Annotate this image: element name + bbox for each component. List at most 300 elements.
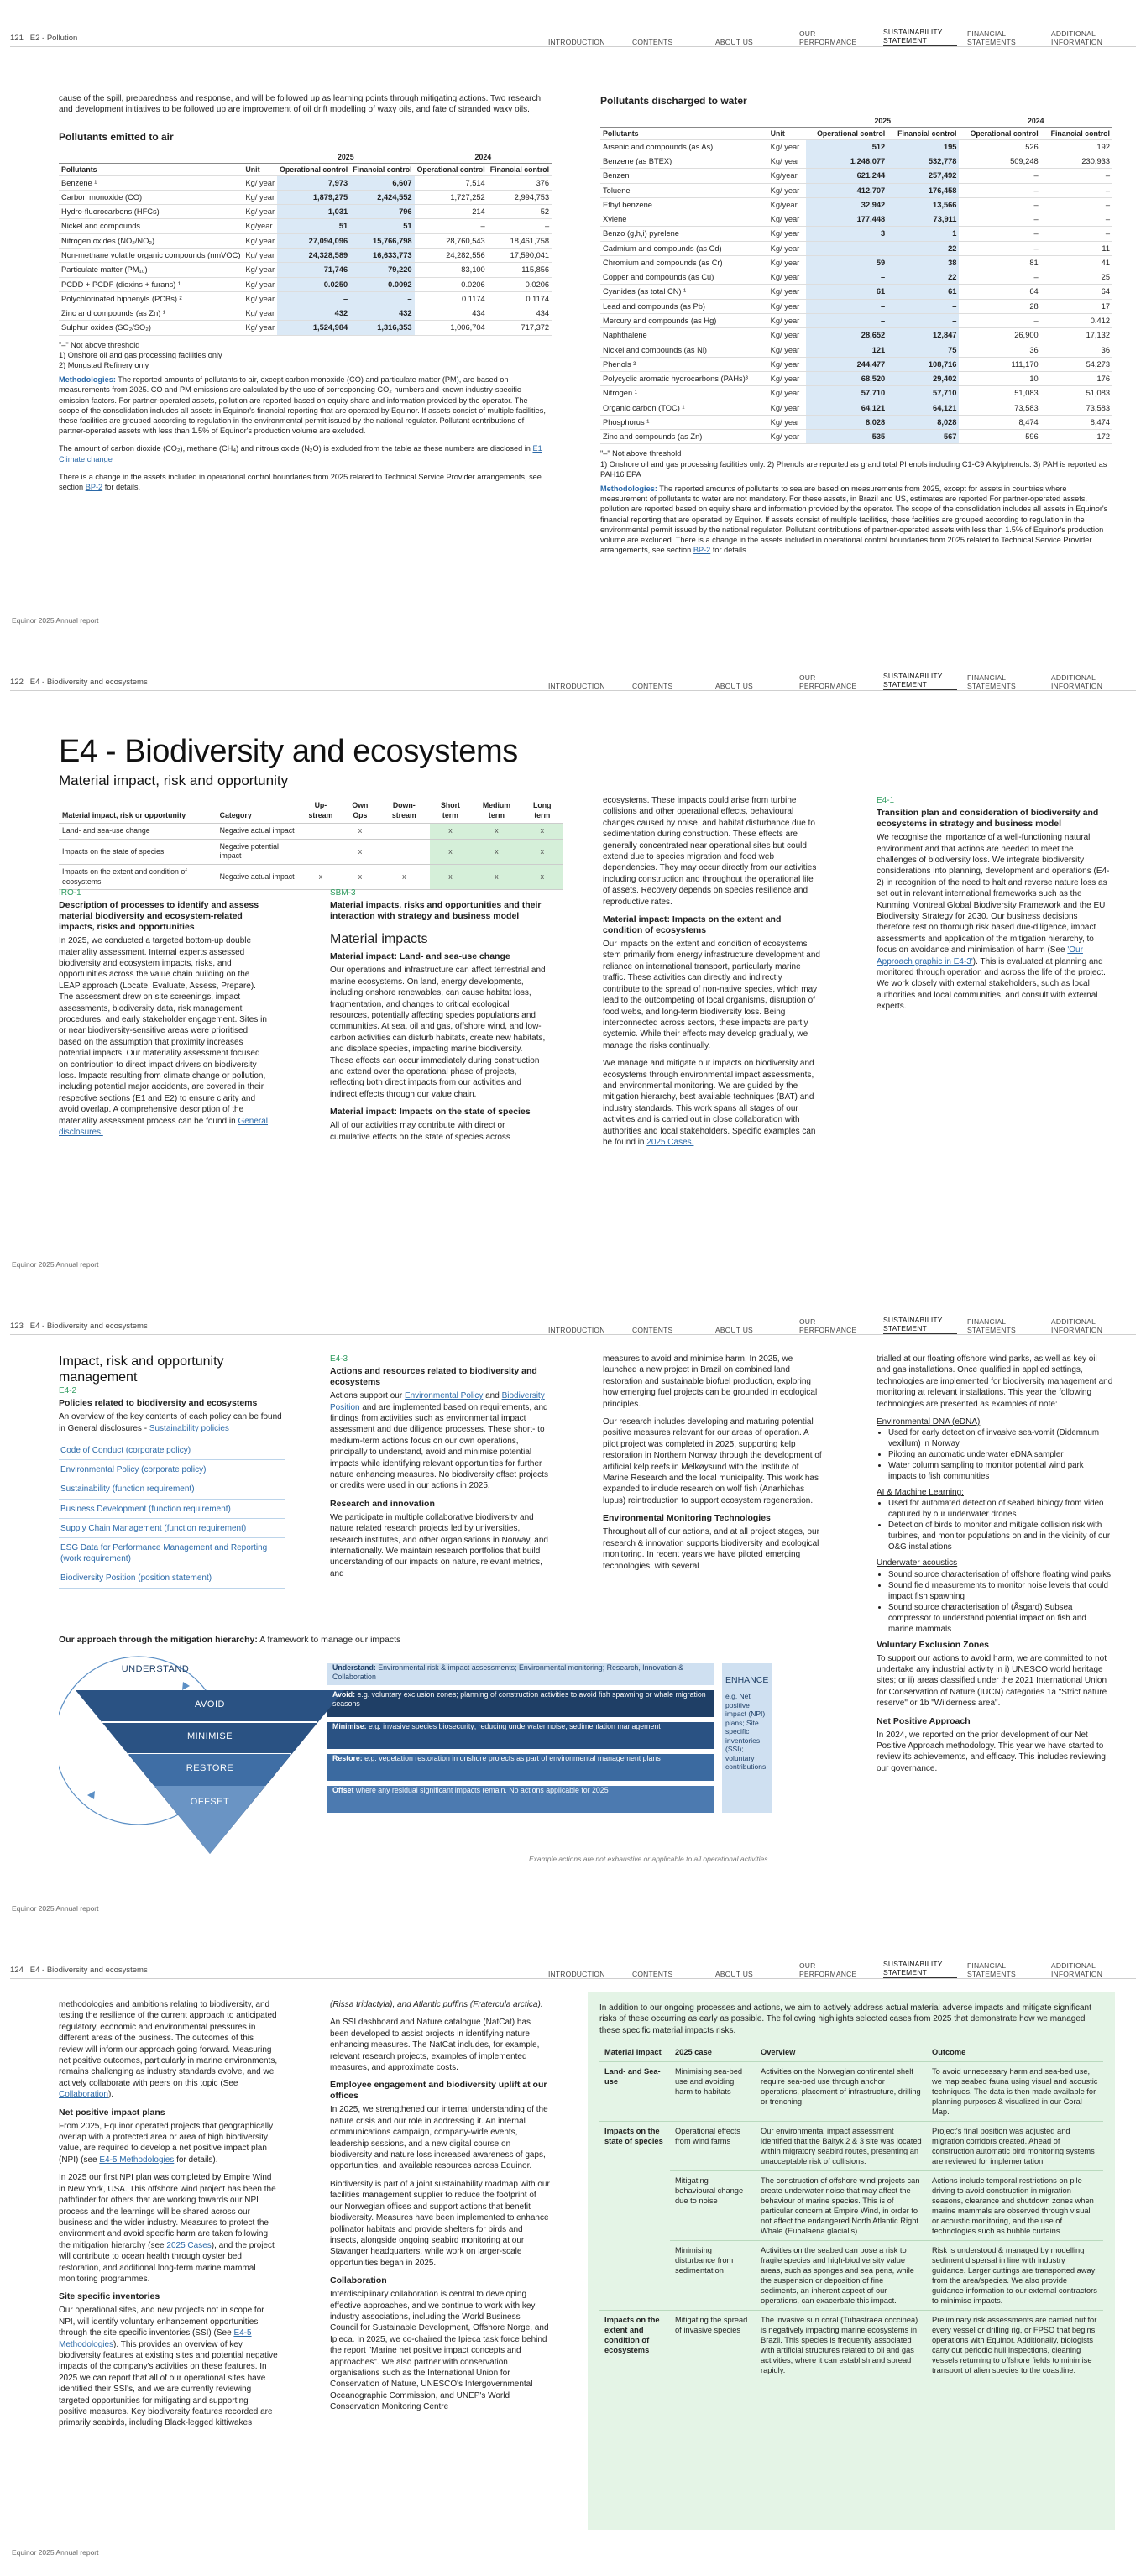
bar-text <box>332 1663 710 1682</box>
nav-our-performance[interactable]: OUR PERFORMANCE <box>799 1961 857 1978</box>
cases-cell: Impacts on the state of species <box>599 2122 670 2171</box>
year-2025-header: 2025 <box>277 151 415 164</box>
unit-cell: Kg/ year <box>768 430 806 444</box>
value-cell: 11 <box>1041 241 1112 255</box>
page-number-label: 123 E4 - Biodiversity and ecosystems <box>10 1322 148 1331</box>
table-row <box>600 255 1112 270</box>
value-cell: – <box>1041 212 1112 227</box>
value-cell: 61 <box>806 285 887 299</box>
pollutant-name: Carbon monoxide (CO) <box>59 190 243 204</box>
pollutant-name: Naphthalene <box>600 328 768 343</box>
value-cell: 17 <box>1041 299 1112 313</box>
cases-cell: Land- and Sea-use <box>599 2062 670 2122</box>
col-pollutants: Pollutants <box>59 163 243 175</box>
nav-sustainability-statement[interactable]: SUSTAINABILITY STATEMENT <box>883 29 957 46</box>
policy-item[interactable]: Sustainability (function requirement) <box>59 1479 285 1499</box>
nav-our-performance[interactable]: OUR PERFORMANCE <box>799 1317 857 1334</box>
cases-cell: Operational effects from wind farms <box>670 2122 756 2171</box>
pollutant-name: Polycyclic aromatic hydrocarbons (PAHs)³ <box>600 372 768 386</box>
footer: Equinor 2025 Annual report <box>12 1259 99 1269</box>
policy-item[interactable]: Environmental Policy (corporate policy) <box>59 1460 285 1479</box>
value-cell: 73,583 <box>959 401 1040 415</box>
mark-cell: x <box>342 824 379 840</box>
pollutant-name: Toluene <box>600 183 768 197</box>
footer: Equinor 2025 Annual report <box>12 615 99 625</box>
footnote: "–" Not above threshold <box>59 340 140 349</box>
nav-about-us[interactable]: ABOUT US <box>715 1325 753 1334</box>
unit-cell: Kg/ year <box>768 357 806 371</box>
list-item: • Used for automated detection of seabed biology from video captured by our underwater drones <box>888 1498 1113 1520</box>
pollutant-name: Cyanides (as total CN) ¹ <box>600 285 768 299</box>
methodologies-link[interactable]: E4-5 Methodologies <box>59 2328 252 2349</box>
collaboration-link[interactable]: Collaboration <box>59 2090 108 2100</box>
table-row <box>600 197 1112 212</box>
bar-label: Understand: <box>332 1663 376 1672</box>
mark-cell: x <box>471 865 521 890</box>
air-notes <box>59 340 550 371</box>
unit-cell: Kg/ year <box>243 175 277 190</box>
table-row <box>600 270 1112 285</box>
value-cell: – <box>959 227 1040 241</box>
diagram-note: Example actions are not exhaustive or applicable to all operational activities <box>529 1855 768 1863</box>
value-cell: 717,372 <box>488 321 552 335</box>
nav-about-us[interactable]: ABOUT US <box>715 1969 753 1978</box>
value-cell: 64,121 <box>806 401 887 415</box>
cases-cell: Activities on the Norwegian continental shelf require sea-bed use through anchor operations, placement of infrastructure, drilling or trenching. <box>756 2062 927 2122</box>
value-cell: 1,246,077 <box>806 154 887 169</box>
page-number-label: 121 E2 - Pollution <box>10 34 78 43</box>
nav-additional-information[interactable]: ADDITIONAL INFORMATION <box>1051 1317 1103 1334</box>
value-cell: 214 <box>415 205 488 219</box>
mark-cell: x <box>430 824 472 840</box>
value-cell: 64,121 <box>887 401 959 415</box>
value-cell: 28 <box>959 299 1040 313</box>
nav-introduction[interactable]: INTRODUCTION <box>548 681 605 690</box>
policy-item[interactable]: ESG Data for Performance Management and Reporting (work requirement) <box>59 1538 285 1568</box>
mark-cell: x <box>430 865 472 890</box>
cases-col-header: 2025 case <box>675 2048 712 2057</box>
value-cell: 1,727,252 <box>415 190 488 204</box>
value-cell: 1,316,353 <box>350 321 414 335</box>
unit-cell: Kg/ year <box>243 248 277 262</box>
table-row <box>600 299 1112 313</box>
value-cell: 54,273 <box>1041 357 1112 371</box>
mi1-text: Our operations and infrastructure can affect terrestrial and marine ecosystems. On land, energy developments, including onshore renewables, can cause habitat loss, fragmentation, and changes to critical ecological resources, potentially affecting species populations and communities. At sea, oil and gas, offshore wind, and low-carbon activities can disturb habitats, create new habitats, and displace species, impacting marine biodiversity. These effects can occur immediately during construction and extend over the operational phase of projects, reflecting both direct impacts from our activities and indirect effects through our value chain. <box>330 966 546 1099</box>
value-cell: 176 <box>1041 372 1112 386</box>
value-cell: – <box>806 241 887 255</box>
table-row <box>59 219 552 233</box>
acoustics-heading: Underwater acoustics <box>877 1558 958 1568</box>
cases-table <box>599 2043 1103 2380</box>
value-cell: 567 <box>887 430 959 444</box>
value-cell: 83,100 <box>415 263 488 277</box>
col-financial: Financial control <box>887 127 959 139</box>
table-row <box>600 357 1112 371</box>
value-cell: 0.0206 <box>488 277 552 291</box>
ai-heading: AI & Machine Learning: <box>877 1488 964 1498</box>
cases-cell <box>599 2171 670 2241</box>
value-cell: 51,083 <box>959 386 1040 401</box>
page-124 <box>0 1932 1146 2576</box>
value-cell: 432 <box>350 306 414 321</box>
pollutant-name: Zinc and compounds (as Zn) <box>600 430 768 444</box>
nav-additional-information[interactable]: ADDITIONAL INFORMATION <box>1051 29 1103 46</box>
value-cell: 1,006,704 <box>415 321 488 335</box>
cases-col-header: Outcome <box>932 2048 966 2057</box>
ai-list <box>888 1498 1113 1552</box>
table-row <box>600 285 1112 299</box>
unit-cell: Kg/ year <box>768 285 806 299</box>
value-cell: 22 <box>887 241 959 255</box>
value-cell: 25 <box>1041 270 1112 285</box>
unit-cell: Kg/ year <box>768 139 806 154</box>
value-cell: 13,566 <box>887 197 959 212</box>
nav-additional-information[interactable]: ADDITIONAL INFORMATION <box>1051 1961 1103 1978</box>
cases-cell: Activities on the seabed can pose a risk to fragile species and high-biodiversity value areas, such as sponges and sea pens, while the suspension or deposition of fine sediments, an inherent aspect of our operations, can exacerbate this impact. <box>756 2241 927 2311</box>
col-pollutants: Pollutants <box>600 127 768 139</box>
bar-text <box>332 1690 710 1709</box>
unit-cell: Kg/ year <box>243 291 277 306</box>
table-row <box>59 277 552 291</box>
value-cell: 596 <box>959 430 1040 444</box>
pollutant-name: Benzene (as BTEX) <box>600 154 768 169</box>
bar-desc: e.g. vegetation restoration in onshore projects as part of environmental management plans <box>364 1754 661 1762</box>
value-cell: 6,607 <box>350 175 414 190</box>
value-cell: – <box>806 299 887 313</box>
value-cell: 526 <box>959 139 1040 154</box>
level-restore: RESTORE <box>186 1763 234 1773</box>
table-row <box>600 328 1112 343</box>
mark-cell: x <box>522 824 563 840</box>
value-cell: 52 <box>488 205 552 219</box>
footnote: 2) Mongstad Refinery only <box>59 360 149 369</box>
value-cell: 26,900 <box>959 328 1040 343</box>
value-cell: 108,716 <box>887 357 959 371</box>
level-minimise: MINIMISE <box>186 1731 233 1741</box>
biodiversity-position-link[interactable]: Biodiversity Position <box>330 1391 545 1412</box>
pollutant-name: Hydro-fluorocarbons (HFCs) <box>59 205 243 219</box>
mark-cell: x <box>522 839 563 864</box>
research-text: We participate in multiple collaborative biodiversity and nature related research projects led by universities, research institutes, and other organisations in Norway, and internationally. We maintain research portfolios that build understanding of our impacts on nature, relevant metrics, and <box>330 1512 548 1579</box>
value-cell: 59 <box>806 255 887 270</box>
table-row <box>600 430 1112 444</box>
col-financial: Financial control <box>350 163 414 175</box>
value-cell: 2,994,753 <box>488 190 552 204</box>
approach-graphic-link[interactable]: 'Our Approach graphic in E4-3' <box>877 945 1083 966</box>
value-cell: 434 <box>415 306 488 321</box>
page-header <box>10 29 1136 47</box>
air-methodology: Methodologies: The reported amounts of pollutants to air, except carbon monoxide (CO) and particulate matter (PM), are based on measurements from 2025. CO and PM emissions are calculated by the use of corresponding CO₂ numbers and known industry-specific emission factors. For partner-operated assets, pollution are reported based on equity share and information provided by the operator. The scope of the consolidation includes all assets in Equinor's financial reporting that are operated by Equinor. If assets consist of multiple facilities, these facilities are grouped according to regulation in the environmental permit issued by the national regulator. Pollutant contributions of partner-operated assets with less than 1.5% of Equinor's production volume are excluded. <box>59 375 546 436</box>
mat-col-header: Down-stream <box>379 798 429 824</box>
pollutant-name: Particulate matter (PM₁₀) <box>59 263 243 277</box>
material-impacts-title: Material impacts <box>330 932 428 947</box>
unit-cell: Kg/ year <box>768 255 806 270</box>
page-number-label: 124 E4 - Biodiversity and ecosystems <box>10 1966 148 1975</box>
value-cell: 621,244 <box>806 169 887 183</box>
value-cell: 8,028 <box>887 415 959 429</box>
policy-item[interactable]: Code of Conduct (corporate policy) <box>59 1441 285 1460</box>
cases-link[interactable]: 2025 Cases <box>166 2240 212 2250</box>
nav-contents[interactable]: CONTENTS <box>632 681 673 690</box>
nav-contents[interactable]: CONTENTS <box>632 37 673 46</box>
bar-desc: Environmental risk & impact assessments; Environmental monitoring; Research, Innovation & Collaboration <box>332 1663 684 1681</box>
diagram-title: Our approach through the mitigation hierarchy: A framework to manage our impacts <box>59 1635 401 1645</box>
cases-cell <box>599 2241 670 2311</box>
cases-link[interactable]: 2025 Cases. <box>646 1137 694 1147</box>
unit-cell: Kg/ year <box>768 212 806 227</box>
value-cell: – <box>959 183 1040 197</box>
unit-cell: Kg/ year <box>768 183 806 197</box>
level-offset: OFFSET <box>190 1797 230 1807</box>
value-cell: 27,094,096 <box>277 233 350 248</box>
pollutant-name: Nitrogen ¹ <box>600 386 768 401</box>
value-cell: 64 <box>959 285 1040 299</box>
mat-col-header: Material impact, risk or opportunity <box>59 798 217 824</box>
table-row <box>600 415 1112 429</box>
table-row <box>600 314 1112 328</box>
value-cell: 36 <box>1041 343 1112 357</box>
pollutant-name: Nickel and compounds <box>59 219 243 233</box>
page-title: E4 - Biodiversity and ecosystems <box>59 734 518 769</box>
value-cell: – <box>415 219 488 233</box>
methodologies-link[interactable]: E4-5 Methodologies <box>99 2155 175 2165</box>
value-cell: 512 <box>806 139 887 154</box>
page-121 <box>0 0 1146 644</box>
cases-cell: The construction of offshore wind projects can create underwater noise that may affect the behaviour of marine species. This is of particular concern at Empire Wind, in order to not affect the endangered North Atlantic Right Whale (Eubalaena glacialis). <box>756 2171 927 2241</box>
value-cell: 0.1174 <box>415 291 488 306</box>
value-cell: 81 <box>959 255 1040 270</box>
value-cell: – <box>959 241 1040 255</box>
nav-introduction[interactable]: INTRODUCTION <box>548 1325 605 1334</box>
enhance-text: e.g. Net positive impact (NPI) plans; Site specific inventories (SSI); voluntary contributions <box>725 1692 767 1771</box>
pollutant-name: Arsenic and compounds (as As) <box>600 139 768 154</box>
col-operational: Operational control <box>415 163 488 175</box>
table-row <box>599 2062 1103 2122</box>
pollutant-name: Phenols ² <box>600 357 768 371</box>
cases-cell: Actions include temporal restrictions on pile driving to avoid construction in migration seasons, clearance and shutdown zones when marine mammals are observed through visual or acoustic monitoring, and the use of technologies such as bubble curtains. <box>927 2171 1103 2241</box>
table-row <box>59 175 552 190</box>
value-cell: 10 <box>959 372 1040 386</box>
value-cell: 51 <box>350 219 414 233</box>
water-notes <box>600 448 1112 479</box>
cases-cell: Preliminary risk assessments are carried out for every vessel or drilling rig, or FPSO that begins operations with Equinor. Additionally, biologists carry out periodic hull inspections, cleaning vessels returning to offshore fields to minimise transport of alien species to the coastline. <box>927 2311 1103 2380</box>
unit-cell: Kg/ year <box>243 233 277 248</box>
pollutant-name: Lead and compounds (as Pb) <box>600 299 768 313</box>
value-cell: 176,458 <box>887 183 959 197</box>
review-text: methodologies and ambitions relating to biodiversity, and testing the resilience of the current approach to anticipated regulatory, economic and environmental pressures in different areas of the business. The outcomes of this review will inform our approach going forward. Measuring net positive outcomes, particularly in marine environments, remains challenging as industry standards evolve, and we actively collaborate with peers on this topic (See Collaboration). <box>59 2000 278 2100</box>
value-cell: 73,911 <box>887 212 959 227</box>
cases-cell: Mitigating the spread of invasive species <box>670 2311 756 2380</box>
bar-label: Minimise: <box>332 1722 367 1730</box>
mark-cell <box>300 839 342 864</box>
cases-cell: Minimising disturbance from sedimentation <box>670 2241 756 2311</box>
value-cell: 1,524,984 <box>277 321 350 335</box>
nav-financial-statements[interactable]: FINANCIAL STATEMENTS <box>967 673 1016 690</box>
mat-col-header: Medium term <box>471 798 521 824</box>
value-cell: – <box>959 314 1040 328</box>
pollutant-name: Copper and compounds (as Cu) <box>600 270 768 285</box>
value-cell: 38 <box>887 255 959 270</box>
environmental-policy-link[interactable]: Environmental Policy <box>404 1391 484 1401</box>
table-row <box>59 824 563 840</box>
nav-contents[interactable]: CONTENTS <box>632 1969 673 1978</box>
value-cell: 509,248 <box>959 154 1040 169</box>
bp2-link[interactable]: BP-2 <box>693 546 711 555</box>
value-cell: – <box>488 219 552 233</box>
cases-cell: Project's final position was adjusted and migration corridors created. Ahead of construction automatic bird monitoring systems are reviewed for implementation. <box>927 2122 1103 2171</box>
col-operational: Operational control <box>959 127 1040 139</box>
table-row <box>600 139 1112 154</box>
value-cell: 0.0206 <box>415 277 488 291</box>
value-cell: 24,328,589 <box>277 248 350 262</box>
table-row <box>599 2311 1103 2380</box>
policy-item[interactable]: Biodiversity Position (position statement) <box>59 1568 285 1588</box>
nav-our-performance[interactable]: OUR PERFORMANCE <box>799 673 857 690</box>
mi1-heading: Material impact: Land- and sea-use change <box>330 951 510 962</box>
value-cell: – <box>959 169 1040 183</box>
impact-name: Land- and sea-use change <box>59 824 217 840</box>
mark-cell: x <box>471 839 521 864</box>
nav-financial-statements[interactable]: FINANCIAL STATEMENTS <box>967 1317 1016 1334</box>
cases-col-header: Overview <box>761 2048 796 2057</box>
policy-item[interactable]: Supply Chain Management (function requirement) <box>59 1519 285 1538</box>
section-subtitle: Material impact, risk and opportunity <box>59 772 289 788</box>
ssi-text: Our operational sites, and new projects not in scope for NPI, will identify voluntary enhancement opportunities through the site specific inventories (SSI) (See E4-5 Methodologies). This provides an overview of key biodiversity features at existing sites and potential negative impacts of the company's activities on these features. In 2025 we can report that all of our operational sites have identified their SSI's, and we are currently reviewing targeted opportunities for mitigating and supporting positive measures. Key biodiversity features recorded are primarily seabirds, including Black-legged kittiwakes <box>59 2306 278 2428</box>
level-avoid: AVOID <box>195 1699 225 1709</box>
value-cell: 24,282,556 <box>415 248 488 262</box>
pollutant-name: Xylene <box>600 212 768 227</box>
cases-cell: Risk is understood & managed by modelling sediment dispersal in line with industry guidance. Larger cuttings are transported away from the area/species. We also provide guidance information to our external contractors to minimise impacts. <box>927 2241 1103 2311</box>
nav-contents[interactable]: CONTENTS <box>632 1325 673 1334</box>
iro1-heading: Description of processes to identify and assess material biodiversity and ecosystem-related impacts, risks and opportunities <box>59 900 259 933</box>
mark-cell: x <box>471 824 521 840</box>
pollutant-name: Cadmium and compounds (as Cd) <box>600 241 768 255</box>
e41-text: We recognise the importance of a well-functioning natural environment and that actions are needed to meet the challenges of biodiversity loss. We integrate biodiversity considerations into planning, development and operations (E4-2) in recognition of the need to halt and reverse nature loss as set out in relevant international frameworks such as the Kunming Montreal Global Biodiversity Framework and the EU Biodiversity Strategy for 2030. Our business decisions therefore rest on thorough risk based due-diligence, impact assessments and application of the mitigation hierarchy, to focus on avoidance and minimisation of harm (See 'Our Approach graphic in E4-3'). This is evaluated at planning and monitored through operation and across the life of the project. We work closely with external stakeholders, such as local authorities and local communities, and consult with external experts. <box>877 833 1110 1012</box>
e43-heading: Actions and resources related to biodiversity and ecosystems <box>330 1366 537 1388</box>
value-cell: 3 <box>806 227 887 241</box>
table-row <box>59 865 563 890</box>
value-cell: – <box>1041 227 1112 241</box>
ssi-heading: Site specific inventories <box>59 2291 160 2302</box>
unit-cell: Kg/ year <box>768 401 806 415</box>
value-cell: 75 <box>887 343 959 357</box>
nav-introduction[interactable]: INTRODUCTION <box>548 1969 605 1978</box>
air-methodology-3: There is a change in the assets included in operational control boundaries from 2025 related to Technical Service Provider arrangements, see section BP-2 for details. <box>59 472 542 491</box>
pollutant-name: PCDD + PCDF (dioxins + furans) ¹ <box>59 277 243 291</box>
value-cell: 79,220 <box>350 263 414 277</box>
nav-financial-statements[interactable]: FINANCIAL STATEMENTS <box>967 29 1016 46</box>
mark-cell: x <box>342 839 379 864</box>
unit-cell: Kg/ year <box>768 415 806 429</box>
bp2-link[interactable]: BP-2 <box>85 483 103 491</box>
year-2025-header: 2025 <box>806 115 959 128</box>
value-cell: 16,633,773 <box>350 248 414 262</box>
value-cell: 192 <box>1041 139 1112 154</box>
pollutant-name: Ethyl benzene <box>600 197 768 212</box>
engagement-text: In 2025, we strengthened our internal understanding of the nature crisis and our role in addressing it. An internal communications campaign, company-wide events, leadership sessions, and a new digital course on biodiversity and nature loss increased awareness of gaps, opportunities, and available resources across Equinor. <box>330 2105 548 2171</box>
nav-sustainability-statement[interactable]: SUSTAINABILITY STATEMENT <box>883 1961 957 1978</box>
col-financial: Financial control <box>1041 127 1112 139</box>
e42-text: An overview of the key contents of each policy can be found in General disclosures - Sustainability policies <box>59 1412 282 1433</box>
col-unit: Unit <box>243 163 277 175</box>
water-methodology: Methodologies: The reported amounts of pollutants to sea are based on measurements from 2025, except for assets in countries where measurement of pollutants to water are not mandatory. For these assets, in Brazil and US, estimates are reported For partner-operated assets, pollution are reported based on equity share and information provided by the operator. The scope of the consolidation includes all assets in Equinor's financial reporting that are operated by Equinor. If assets consist of multiple facilities, these facilities are grouped according to regulation in the environmental permit issued by the national regulator. Pollutant contributions of partner-operated assets with less than 1.5% of Equinor's production volume are excluded. There is a change in the assets included in operational control boundaries from 2025 related to Technical Service Provider arrangements, see section BP-2 for details. <box>600 484 1108 555</box>
intro-paragraph: cause of the spill, preparedness and response, and will be followed up as learning points through mitigating actions. Two research and development initiatives to be followed up are improvement of oil drift modelling of waxy oils, and fate of stranded waxy oils. <box>59 94 542 115</box>
section-heading: Impact, risk and opportunity management <box>59 1354 224 1385</box>
level-understand: UNDERSTAND <box>121 1664 190 1674</box>
page-122 <box>0 644 1146 1288</box>
value-cell: – <box>1041 169 1112 183</box>
general-disclosures-link[interactable]: General disclosures. <box>59 1116 269 1138</box>
unit-cell: Kg/ year <box>243 205 277 219</box>
npi-heading: Net positive impact plans <box>59 2107 165 2118</box>
value-cell: 535 <box>806 430 887 444</box>
unit-cell: Kg/ year <box>768 343 806 357</box>
sustainability-policies-link[interactable]: Sustainability policies <box>149 1423 229 1433</box>
cases-cell: Minimising sea-bed use and avoiding harm to habitats <box>670 2062 756 2122</box>
value-cell: 177,448 <box>806 212 887 227</box>
mat-col-header: Up-stream <box>300 798 342 824</box>
table-row <box>59 190 552 204</box>
page-header <box>10 1317 1136 1335</box>
pollutant-name: Sulphur oxides (SO₂/SO₂) <box>59 321 243 335</box>
materiality-table <box>59 798 563 890</box>
e42-heading: Policies related to biodiversity and ecosystems <box>59 1398 258 1409</box>
pollutant-name: Organic carbon (TOC) ¹ <box>600 401 768 415</box>
nav-additional-information[interactable]: ADDITIONAL INFORMATION <box>1051 673 1103 690</box>
unit-cell: Kg/ year <box>243 277 277 291</box>
nav-our-performance[interactable]: OUR PERFORMANCE <box>799 29 857 46</box>
nav-about-us[interactable]: ABOUT US <box>715 681 753 690</box>
nav-financial-statements[interactable]: FINANCIAL STATEMENTS <box>967 1961 1016 1978</box>
value-cell: 432 <box>277 306 350 321</box>
nav-introduction[interactable]: INTRODUCTION <box>548 37 605 46</box>
pollutant-name: Phosphorus ¹ <box>600 415 768 429</box>
table-row <box>59 263 552 277</box>
list-item: • Used for early detection of invasive sea-vomit (Didemnum vexillum) in Norway <box>888 1427 1113 1449</box>
e1-climate-link[interactable]: E1 Climate change <box>59 444 542 463</box>
species-impact-text: ecosystems. These impacts could arise from turbine collisions and other operational effects, behavioural changes caused by noise, and habitat disturbance due to sedimentation during construction. These effects are generally concentrated near operational sites but could extend due to species migration and food web dependencies. They may occur directly from our activities including construction and throughout the operational life of assets. Recovery depends on species resilience and reproductive rates. <box>603 796 817 907</box>
collaboration-text: Interdisciplinary collaboration is central to developing effective approaches, and we continue to work with key industry associations, including the World Business Council for Sustainable Development, Offshore Norge, and Ipieca. In 2025, we co-chaired the Ipieca task force behind the report "Marine net positive impact concepts and approaches". We also partner with conservation organisations such as the International Union for Conservation of Nature, UNESCO's Intergovernmental Oceanographic Commission, and UNEP's World Conservation Monitoring Centre <box>330 2290 549 2412</box>
npi-text: From 2025, Equinor operated projects that geographically overlap with a protected area or area of high biodiversity value, are required to develop a net positive impact plan (NPI) (see E4-5 Methodologies for details). <box>59 2121 274 2165</box>
value-cell: 64 <box>1041 285 1112 299</box>
unit-cell: Kg/ year <box>243 321 277 335</box>
nav-sustainability-statement[interactable]: SUSTAINABILITY STATEMENT <box>883 673 957 690</box>
nav-about-us[interactable]: ABOUT US <box>715 37 753 46</box>
bar-desc: where any residual significant impacts remain. No actions applicable for 2025 <box>355 1786 609 1794</box>
iro1-text: In 2025, we conducted a targeted bottom-up double materiality assessment. Internal experts assessed biodiversity and ecosystem impacts, risks, and opportunities across the value chain building on the LEAP approach (Locate, Evaluate, Assess, Prepare). The assessment drew on site screenings, impact assessments, biodiversity data, risk management procedures, and early stakeholder engagement. Sites in or near biodiversity-sensitive areas were prioritised based on the assumption that proximity increases potential impacts. Our materiality assessment focused on contribution to direct impact drivers on biodiversity loss. Impacts resulting from climate change or pollution, including potential major accidents, are covered in their respective sections (E1 and E2) to ensure clarity and avoid overlap. A comprehensive description of the materiality assessment process can be found in General disclosures. <box>59 936 269 1138</box>
bar-text <box>332 1754 710 1763</box>
unit-cell: Kg/year <box>768 169 806 183</box>
policy-item[interactable]: Business Development (function requirement) <box>59 1500 285 1519</box>
mitigation-hierarchy-diagram <box>59 1635 840 1887</box>
value-cell: 7,514 <box>415 175 488 190</box>
air-methodology-2: The amount of carbon dioxide (CO₂), methane (CH₄) and nitrous oxide (N₂O) is excluded from the table as these numbers are disclosed in E1 Climate change <box>59 444 542 463</box>
exclusion-text: To support our actions to avoid harm, we are committed to not undertake any industrial activity in i) UNESCO world heritage sites; or ii) areas classified under the 2021 International Union for Conservation of Nature (IUCN) categories 1a "Strict nature reserve" or 1b "Wilderness area". <box>877 1653 1107 1709</box>
value-cell: 28,760,543 <box>415 233 488 248</box>
roadmap-text: Biodiversity is part of a joint sustainability roadmap with our facilities management supplier to reduce the footprint of our Norwegian offices and support actions that benefit biodiversity. Measures have been implemented to enhance pollinator habitats and provide shelters for birds and insects, alongside ongoing seabird monitoring at our Stavanger headquarters, while work on larger-scale opportunities began in 2025. <box>330 2179 550 2268</box>
value-cell: 8,474 <box>959 415 1040 429</box>
impact-category: Negative actual impact <box>217 824 300 840</box>
nav-sustainability-statement[interactable]: SUSTAINABILITY STATEMENT <box>883 1317 957 1334</box>
table-row <box>600 401 1112 415</box>
mark-cell: x <box>522 865 563 890</box>
unit-cell: Kg/ year <box>768 386 806 401</box>
edna-list <box>888 1427 1113 1482</box>
monitoring-text: Throughout all of our actions, and at all project stages, our research & innovation supports biodiversity and ecological monitoring. In recent years we have piloted emerging technologies, with several <box>603 1527 819 1571</box>
footnote: 1) Onshore oil and gas processing facilities only <box>59 350 222 359</box>
enhance-title: ENHANCE <box>725 1675 769 1685</box>
mi3-heading: Material impact: Impacts on the extent and condition of ecosystems <box>603 914 782 936</box>
